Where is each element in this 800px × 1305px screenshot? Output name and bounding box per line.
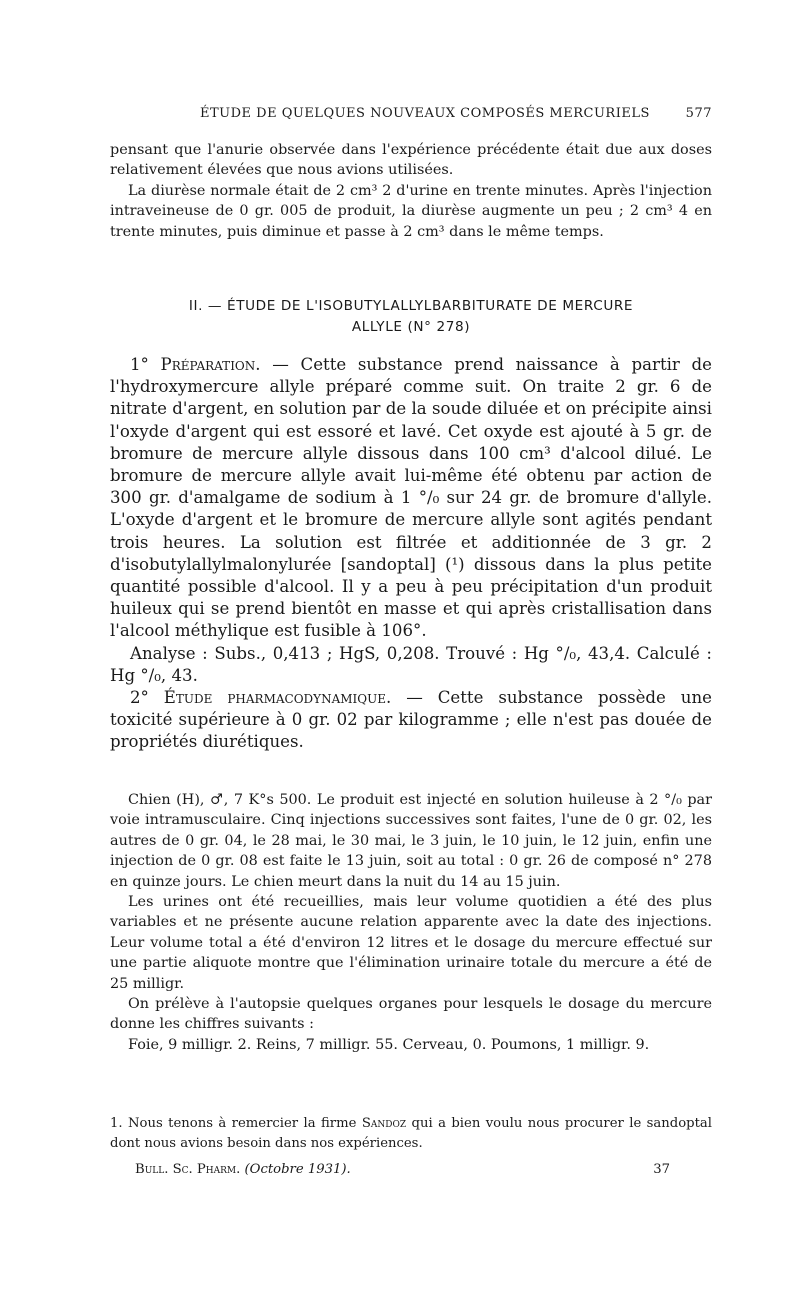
main-text-block — [110, 354, 712, 754]
preparation-lead: 1° Préparation. — [130, 355, 261, 374]
pharmaco-paragraph — [110, 687, 712, 754]
running-head-title: ÉTUDE DE QUELQUES NOUVEAUX COMPOSÉS MERCURIELS — [200, 106, 650, 121]
intro-paragraph-1: pensant que l'anurie observée dans l'expérience précédente était due aux doses relativement élevées que nous avions utilisées. — [110, 142, 712, 179]
section-heading-line-2: ALLYLE (N° 278) — [351, 319, 471, 335]
page-number: 577 — [685, 106, 712, 121]
footer-journal: Bull. Sc. Pharm. — [135, 1162, 241, 1177]
footnote-text-b: qui a bien voulu nous procurer le sandoptal dont nous avions besoin dans nos expériences. — [110, 1116, 712, 1151]
footer-signature: 37 — [653, 1162, 670, 1177]
preparation-paragraph — [110, 354, 712, 643]
footer-date: (Octobre 1931). — [244, 1162, 351, 1177]
pharmaco-text: — Cette substance possède une toxicité supérieure à 0 gr. 02 par kilogramme ; elle n'est pas douée de propriétés diurétiques. — [110, 688, 712, 752]
experiment-paragraph-2: Les urines ont été recueillies, mais leur volume quotidien a été des plus variables et ne présente aucune relation apparente avec la date des injections. Leur volume total a été d'environ 12 litres et le dosage du mercure effectué sur une partie aliquote montre que l'élimination urinaire totale du mercure a été de 25 milligr. — [110, 894, 712, 992]
footnote — [110, 1114, 712, 1153]
experiment-paragraph-3: On prélève à l'autopsie quelques organes pour lesquels le dosage du mercure donne les chiffres suivants : — [110, 996, 712, 1033]
section-heading-line-1: II. — ÉTUDE DE L'ISOBUTYLALLYLBARBITURATE DE MERCURE — [188, 298, 634, 314]
running-head — [110, 106, 712, 126]
intro-block — [110, 140, 712, 242]
footer-citation — [135, 1161, 351, 1179]
experiment-block — [110, 790, 712, 1055]
footnote-text-a: Nous tenons à remercier la firme — [128, 1116, 362, 1131]
analysis-paragraph: Analyse : Subs., 0,413 ; HgS, 0,208. Trouvé : Hg °/₀, 43,4. Calculé : Hg °/₀, 43. — [110, 643, 712, 685]
pharmaco-lead: 2° Étude pharmacodynamique. — [130, 688, 392, 708]
footnote-firm: Sandoz — [361, 1116, 407, 1131]
footnote-marker: 1. — [110, 1116, 123, 1131]
section-heading — [110, 296, 712, 338]
experiment-paragraph-4: Foie, 9 milligr. 2. Reins, 7 milligr. 55. Cerveau, 0. Poumons, 1 milligr. 9. — [128, 1036, 650, 1053]
preparation-text: — Cette substance prend naissance à partir de l'hydroxymercure allyle préparé comme suit. On traite 2 gr. 6 de nitrate d'argent, en solution par de la soude diluée et on précipite ainsi l'oxyde d'argent qui est essoré et lavé. Cet oxyde est ajouté à 5 gr. de bromure de mercure allyle dissous dans 100 cm³ d'alcool dilué. Le bromure de mercure allyle avait lui-même été obtenu par action de 300 gr. d'amalgame de sodium à 1 °/₀ sur 24 gr. de bromure d'allyle. L'oxyde d'argent et le bromure de mercure allyle sont agités pendant trois heures. La solution est filtrée et additionnée de 3 gr. 2 d'isobutylallylmalonylurée [sandoptal] (¹) dissous dans la plus petite quantité possible d'alcool. Il y a peu à peu précipitation d'un produit huileux qui se prend bientôt en masse et qui après cristallisation dans l'alcool méthylique est fusible à 106°. — [110, 355, 712, 641]
intro-paragraph-2: La diurèse normale était de 2 cm³ 2 d'urine en trente minutes. Après l'injection intraveineuse de 0 gr. 005 de produit, la diurèse augmente un peu ; 2 cm³ 4 en trente minutes, puis diminue et passe à 2 cm³ dans le même temps. — [110, 182, 712, 240]
experiment-paragraph-1: Chien (H), ♂, 7 K°s 500. Le produit est injecté en solution huileuse à 2 °/₀ par voie intramusculaire. Cinq injections successives sont faites, l'une de 0 gr. 02, les autres de 0 gr. 04, le 28 mai, le 30 mai, le 3 juin, le 10 juin, le 12 juin, enfin une injection de 0 gr. 08 est faite le 13 juin, soit au total : 0 gr. 26 de composé n° 278 en quinze jours. Le chien meurt dans la nuit du 14 au 15 juin. — [110, 792, 712, 890]
